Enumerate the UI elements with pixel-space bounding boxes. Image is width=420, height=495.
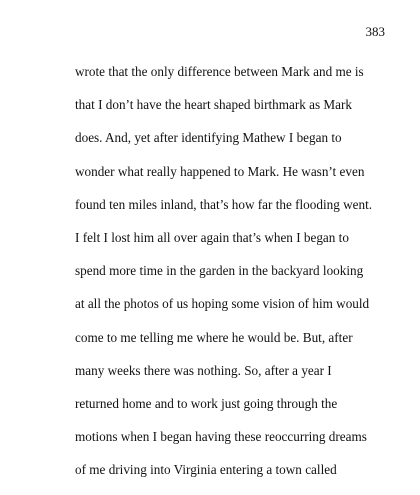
text-line: wonder what really happened to Mark. He wasn’t even — [75, 163, 365, 179]
text-line: found ten miles inland, that’s how far the flooding went. — [75, 196, 373, 212]
text-line: of me driving into Virginia entering a town called — [75, 462, 337, 478]
text-line: I felt I lost him all over again that’s when I began to — [75, 229, 349, 245]
text-line: come to me telling me where he would be. But, after — [75, 329, 353, 345]
text-line: does. And, yet after identifying Mathew I began to — [75, 130, 342, 146]
text-line: at all the photos of us hoping some vision of him would — [75, 296, 370, 312]
text-line: that I don’t have the heart shaped birthmark as Mark — [75, 97, 352, 113]
text-line: many weeks there was nothing. So, after a year I — [75, 362, 332, 378]
page-number: 383 — [365, 24, 385, 39]
text-line: spend more time in the garden in the backyard looking — [75, 263, 364, 279]
text-line: wrote that the only difference between Mark and me is — [75, 64, 364, 79]
body-text — [75, 64, 372, 495]
text-line: returned home and to work just going through the — [75, 395, 338, 411]
text-line: motions when I began having these reoccurring dreams — [75, 429, 367, 445]
